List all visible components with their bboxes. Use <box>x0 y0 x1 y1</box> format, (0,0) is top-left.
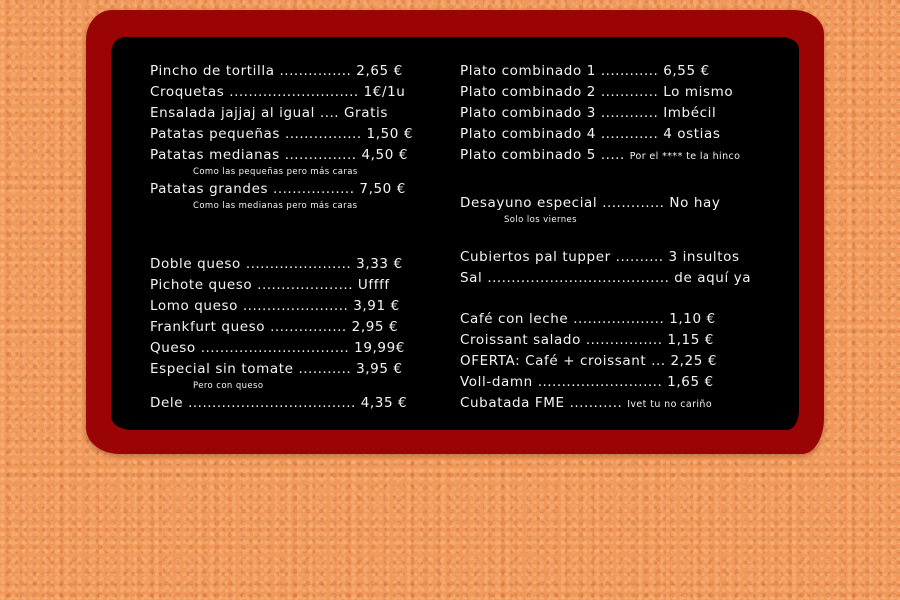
menu-item-note: Solo los viernes <box>504 215 577 225</box>
menu-item: Croquetas ........................... 1€/1u <box>150 84 406 100</box>
menu-item: Café con leche ................... 1,10 € <box>460 311 716 327</box>
menu-item: Patatas grandes ................. 7,50 € <box>150 181 406 197</box>
menu-item: Cubatada FME ........... Ivet tu no cariño <box>460 395 713 411</box>
spacer <box>460 289 751 309</box>
menu-left-column <box>150 61 413 414</box>
menu-item-note: Como las pequeñas pero más caras <box>193 167 358 177</box>
menu-item: Cubiertos pal tupper .......... 3 insultos <box>460 249 740 265</box>
menu-item: Plato combinado 2 ............ Lo mismo <box>460 84 734 100</box>
menu-item: Lomo queso ...................... 3,91 € <box>150 298 400 314</box>
menu-item: Especial sin tomate ........... 3,95 € <box>150 361 403 377</box>
menu-item: Doble queso ...................... 3,33 € <box>150 256 403 272</box>
spacer <box>460 227 751 247</box>
menu-item: Desayuno especial ............. No hay <box>460 195 721 211</box>
menu-item: Pichote queso .................... Uffff <box>150 277 390 293</box>
menu-item: Plato combinado 1 ............ 6,55 € <box>460 63 710 79</box>
menu-item: Voll-damn .......................... 1,65 € <box>460 374 714 390</box>
menu-item-note: Como las medianas pero más caras <box>193 201 358 211</box>
menu-item: Frankfurt queso ................ 2,95 € <box>150 319 399 335</box>
menu-item: Queso ............................... 19,99€ <box>150 340 405 356</box>
menu-item: Patatas pequeñas ................ 1,50 € <box>150 126 414 142</box>
menu-item: OFERTA: Café + croissant ... 2,25 € <box>460 353 718 369</box>
menu-item: Patatas medianas ............... 4,50 € <box>150 147 409 163</box>
menu-item-note: Pero con queso <box>193 381 264 391</box>
menu-item: Dele ................................... 4,35 € <box>150 395 408 411</box>
spacer <box>150 213 413 254</box>
menu-item: Plato combinado 5 ..... Por el **** te la hinco <box>460 147 741 163</box>
menu-item: Croissant salado ................ 1,15 € <box>460 332 714 348</box>
menu-item: Plato combinado 4 ............ 4 ostias <box>460 126 721 142</box>
menu-item: Pincho de tortilla ............... 2,65 € <box>150 63 403 79</box>
spacer <box>460 166 751 193</box>
menu-item: Plato combinado 3 ............ Imbécil <box>460 105 717 121</box>
menu-right-column <box>460 61 751 414</box>
menu-item: Sal ...................................... de aquí ya <box>460 270 752 286</box>
menu-item: Ensalada jajjaj al igual .... Gratis <box>150 105 388 121</box>
